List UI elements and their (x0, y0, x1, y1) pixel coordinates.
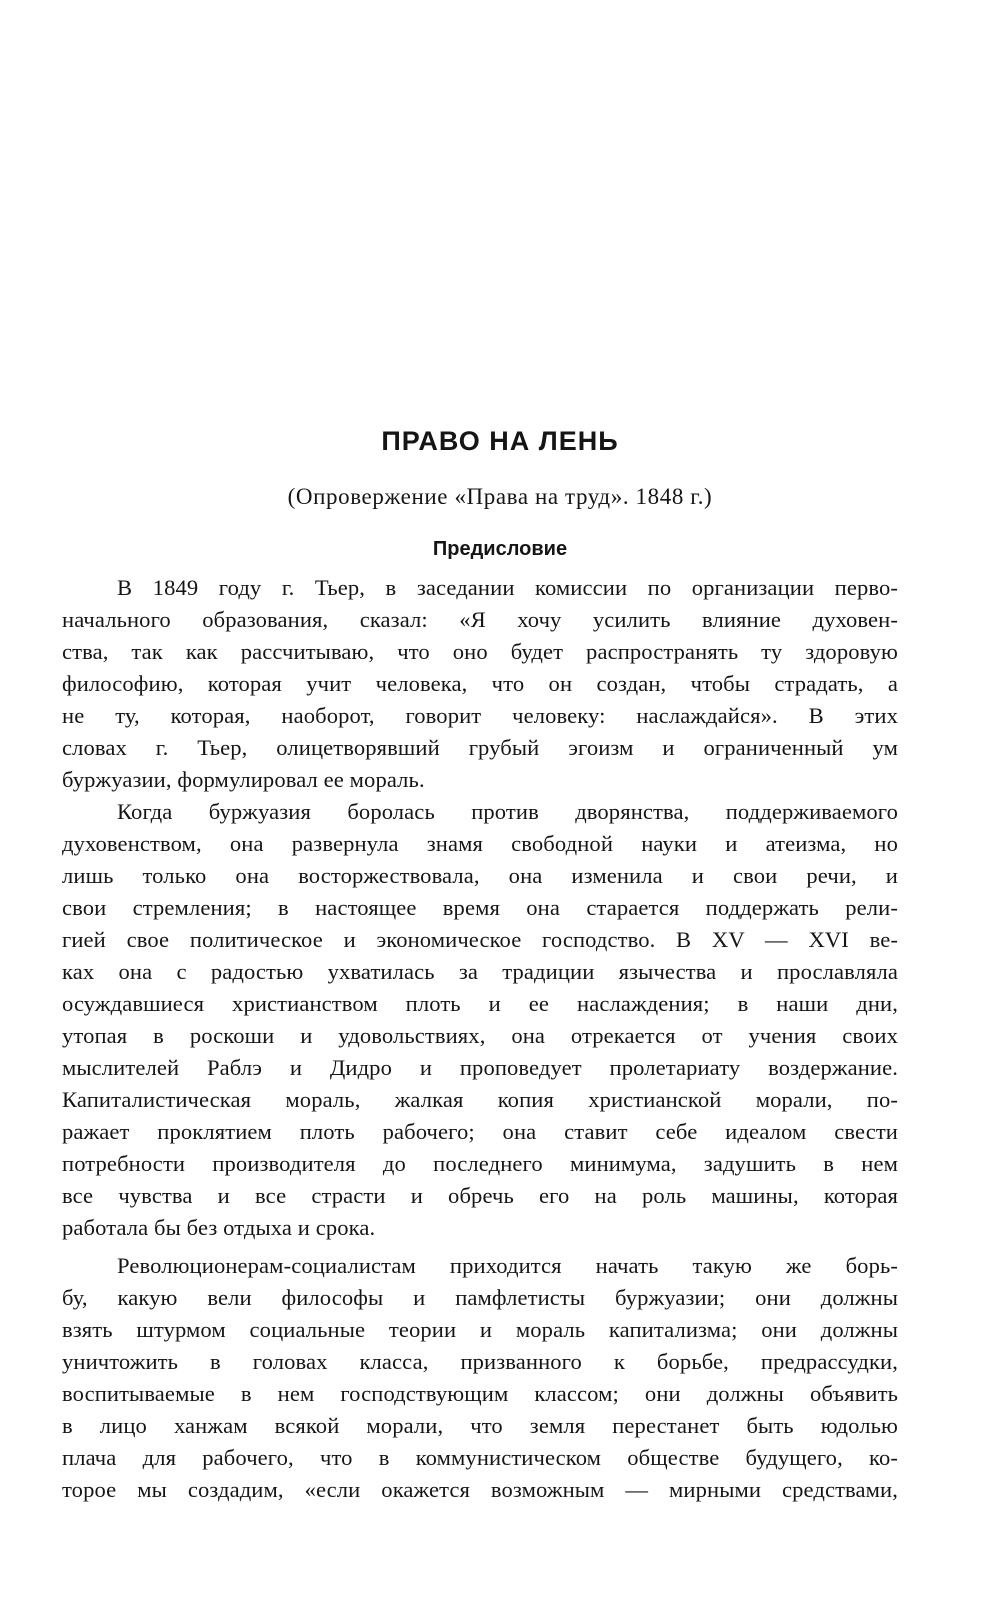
text-line: Когда буржуазия боролась против дворянства, поддерживаемого (117, 799, 898, 824)
text-line: ках она с радостью ухватилась за традиции язычества и прославляла (62, 959, 898, 984)
text-line: В 1849 году г. Тьер, в заседании комиссии по организации перво- (117, 575, 898, 600)
text-line: свои стремления; в настоящее время она старается поддержать рели- (62, 895, 898, 920)
text-line: духовенством, она развернула знамя свободной науки и атеизма, но (62, 831, 898, 856)
text-line: философию, которая учит человека, что он создан, чтобы страдать, а (62, 671, 898, 696)
paragraph-3 (62, 1250, 898, 1506)
text-line: осуждавшиеся христианством плоть и ее наслаждения; в наши дни, (62, 991, 898, 1016)
text-line: взять штурмом социальные теории и мораль капитализма; они должны (62, 1317, 898, 1342)
text-line: буржуазии, формулировал ее мораль. (62, 767, 425, 792)
text-line: воспитываемые в нем господствующим классом; они должны объявить (62, 1381, 898, 1406)
text-line: потребности производителя до последнего минимума, задушить в нем (62, 1151, 898, 1176)
text-line: утопая в роскоши и удовольствиях, она отрекается от учения своих (62, 1023, 898, 1048)
paragraph-1 (62, 572, 898, 796)
text-line: работала бы без отдыха и срока. (62, 1215, 376, 1240)
text-line: Капиталистическая мораль, жалкая копия христианской морали, по- (62, 1087, 898, 1112)
text-line: лишь только она восторжествовала, она изменила и свои речи, и (62, 863, 898, 888)
text-line: словах г. Тьер, олицетворявший грубый эгоизм и ограниченный ум (62, 735, 898, 760)
text-line: все чувства и все страсти и обречь его на роль машины, которая (62, 1183, 898, 1208)
text-line: торое мы создадим, «если окажется возможным — мирными средствами, (62, 1477, 898, 1502)
text-line: бу, какую вели философы и памфлетисты буржуазии; они должны (62, 1285, 898, 1310)
text-line: не ту, которая, наоборот, говорит человеку: наслаждайся». В этих (62, 703, 898, 728)
text-line: гией свое политическое и экономическое господство. В XV — XVI ве- (62, 927, 898, 952)
paragraph-2 (62, 796, 898, 1244)
text-line: уничтожить в головах класса, призванного к борьбе, предрассудки, (62, 1349, 898, 1374)
text-line: в лицо ханжам всякой морали, что земля перестанет быть юдолью (62, 1413, 898, 1438)
text-line: ства, так как рассчитываю, что оно будет распространять ту здоровую (62, 639, 898, 664)
text-line: Революционерам-социалистам приходится начать такую же борь- (117, 1253, 898, 1278)
body-text (62, 572, 898, 1506)
text-line: ражает проклятием плоть рабочего; она ставит себе идеалом свести (62, 1119, 898, 1144)
chapter-subtitle: (Опровержение «Права на труд». 1848 г.) (287, 484, 713, 509)
text-line: начального образования, сказал: «Я хочу усилить влияние духовен- (62, 607, 898, 632)
text-line: плача для рабочего, что в коммунистическом обществе будущего, ко- (62, 1445, 898, 1470)
text-line: мыслителей Раблэ и Дидро и проповедует пролетариату воздержание. (62, 1055, 898, 1080)
section-heading: Предисловие (432, 538, 568, 560)
chapter-title: ПРАВО НА ЛЕНЬ (381, 426, 619, 456)
